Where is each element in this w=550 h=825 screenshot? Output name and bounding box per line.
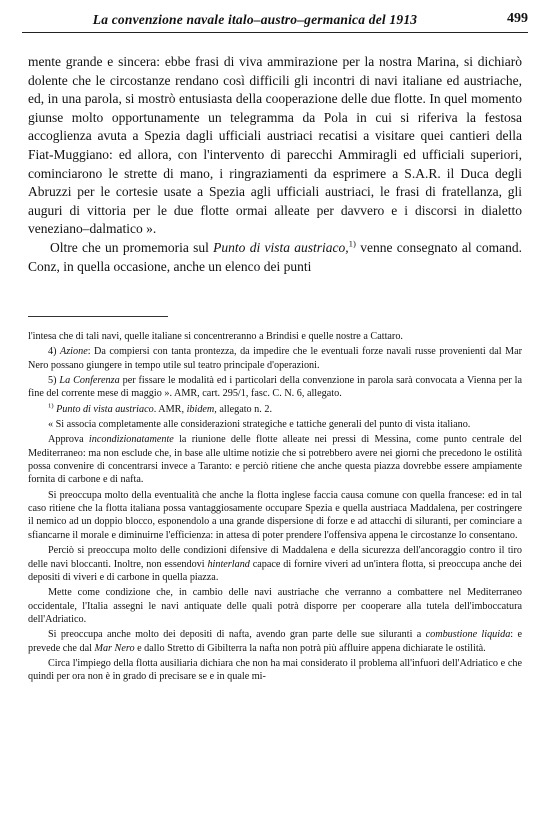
paragraph-2-italic: Punto di vista austriaco,: [213, 239, 349, 255]
quote-paragraph-2: [28, 433, 522, 486]
quote-6-text-a: Si preoccupa anche molto dei depositi di nafta, avendo gran parte delle sue siluranti a: [48, 629, 426, 641]
running-title: La convenzione navale italo–austro–germanica del 1913: [92, 12, 418, 27]
note-item-4: [28, 345, 522, 372]
note-continuation: l'intesa che di tali navi, quelle italiane si concentreranno a Brindisi e quelle nostre a Cattaro.: [28, 331, 403, 342]
quote-4-text-a: Perciò si preoccupa molto delle condizioni difensive di Maddalena e della sicurezza dell'ancoraggio contro il tiro delle navi bloccanti. Inoltre, non essendovi: [28, 545, 522, 570]
page-header: [22, 10, 528, 33]
quote-2-text-b: la riunione delle flotte alleate nei pressi di Messina, come punto centrale del Mediterraneo: ma non esclude che, in base alle ultime notizie che si potrebbero avere nei giorni che precedono le ostilità possa convenire di concentrarsi invece a Taranto: e perciò ritiene che anche questa piazza dovrebbe essere ampiamente fornita di carbone e di nafta.: [28, 434, 522, 486]
quote-2-italic: incondizionatamente: [88, 434, 174, 446]
quote-6-italic-1: combustione liquida: [425, 629, 511, 641]
footnote-ref-1: 1): [348, 238, 356, 249]
note-5-number: 5): [48, 375, 57, 387]
note-item-5: [28, 374, 522, 401]
paragraph-2-text-a: Oltre che un promemoria sul: [50, 239, 214, 255]
footnote-separator: [28, 316, 168, 317]
paragraph-1: mente grande e sincera: ebbe frasi di viva ammirazione per la nostra Marina, si dichiarò dolente che le circostanze rendano così difficili gli incontri di navi italiane ed austriache, ed, in una parola, si mostrò entusiasta della cooperazione delle due flotte. In quel momento giunse molto opportunamente un telegramma da Pola in cui si riferiva la festosa accoglienza avuta a Spezia dagli ufficiali austriaci recatisi a visitare quei cantieri della Fiat-Muggiano: ed allora, con l'intervento di parecchi Ammiragli ed ufficiali superiori, cominciarono le strette di mano, i ringraziamenti da esprimere a S.A.R. il Duca degli Abruzzi per le cortesie usate a Spezia agli ufficiali austriaci, le frasi di fratellanza, gli auguri di vittoria per le due flotte ormai alleate per davvero e i discorsi in dialetto veneziano–dalmatico ».: [28, 54, 522, 237]
note-5-text: per fissare le modalità ed i particolari della convenzione in parola sarà convocata a Vienna per la fine del corrente mese di maggio ». AMR, cart. 295/1, fasc. C. N. 6, allegato.: [28, 375, 523, 400]
note-4-text: : Da compiersi con tanta prontezza, da impedire che le eventuali forze navali russe provenienti dal Mar Nero possano giungere in tempo utile sul teatro principale d'operazioni.: [28, 346, 523, 371]
paragraph-2: [28, 239, 522, 276]
quote-6-text-c: e dallo Stretto di Gibilterra la nafta non potrà più affluire appena dichiarate le ostilità.: [134, 642, 486, 654]
quote-paragraph-7: Circa l'impiego della flotta ausiliaria dichiara che non ha mai considerato il problema all'infuori dell'Adriatico e che quindi per ora non è in grado di precisare se e in quale mi-: [28, 657, 522, 683]
quote-4-text-b: capace di fornire viveri ad un'intera flotta, si preoccupa anche dei depositi di viveri e di carbone in quella piazza.: [28, 558, 522, 583]
quote-4-italic: hinterland: [207, 558, 250, 570]
quote-paragraph-4: [28, 544, 522, 584]
quote-paragraph-5: Mette come condizione che, in cambio delle navi austriache che verranno a combattere nel Mediterraneo occidentale, l'Italia assegni le navi antiquate delle quali potrà disporre per cooperare alla tutela dell'imboccatura dell'Adriatico.: [28, 587, 522, 625]
main-text: [28, 53, 522, 276]
quote-paragraph-3: Si preoccupa molto della eventualità che anche la flotta inglese faccia causa comune con quella francese: ed in tal caso ritiene che la flotta italiana possa vantaggiosamente occupare Spezia e quella austriaca Maddalena, per costringere il nemico ad un doppio blocco, esponendolo a una grande dispersione di forze e ad attacchi di siluranti, per cominciare a sfiancarne il morale e diminuirne l'efficienza: in attesa di poter prendere l'offensiva appena le circostanze lo consentano.: [28, 489, 522, 541]
quote-6-text-b: : e prevede che dal: [28, 629, 522, 654]
paragraph-2-text-b: venne consegnato al comand. Conz, in quella occasione, anche un elenco dei punti: [28, 239, 522, 274]
footnote-1-ibidem: ibidem: [186, 403, 215, 415]
note-4-number: 4): [48, 346, 57, 358]
footnote-1-text-b: , allegato n. 2.: [214, 403, 273, 415]
footnotes: [28, 330, 522, 686]
page-number: 499: [507, 11, 528, 26]
note-4-label: Azione: [59, 346, 88, 358]
note-5-label: La Conferenza: [59, 375, 120, 387]
footnote-1-number: 1): [48, 402, 54, 410]
quote-6-italic-2: Mar Nero: [94, 642, 135, 654]
quote-paragraph-6: [28, 628, 522, 655]
quote-paragraph-1: « Si associa completamente alle considerazioni strategiche e tattiche generali del punto di vista italiano.: [48, 419, 471, 431]
footnote-1-text-a: . AMR,: [153, 403, 187, 415]
footnote-1-label: Punto di vista austriaco: [56, 403, 154, 415]
quote-2-text-a: Approva: [48, 434, 89, 446]
footnote-1: [28, 403, 522, 416]
